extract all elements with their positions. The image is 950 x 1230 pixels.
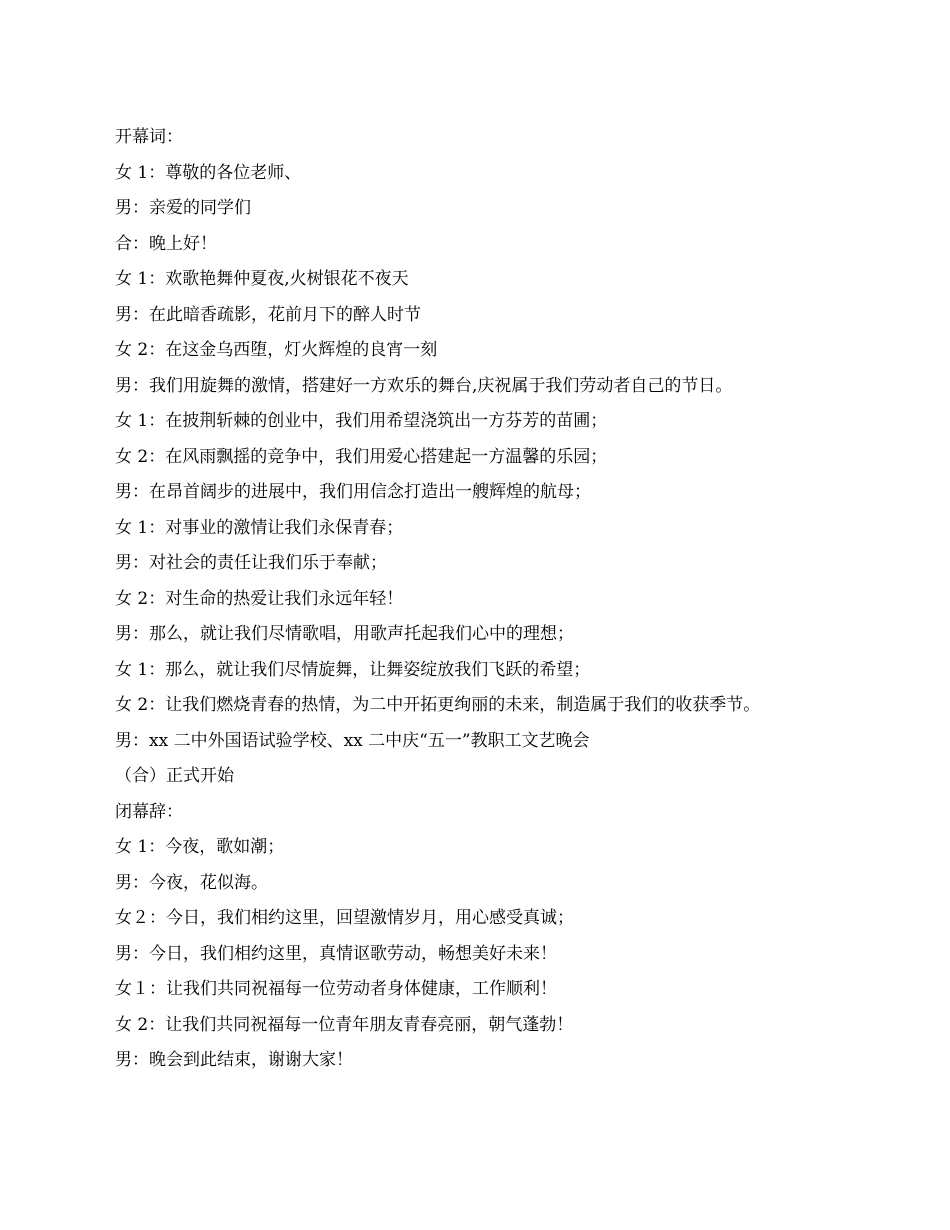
script-line: 男：亲爱的同学们 (115, 198, 251, 218)
script-line: 男：那么，就让我们尽情歌唱，用歌声托起我们心中的理想； (115, 624, 574, 644)
script-line: 女２：今日，我们相约这里，回望激情岁月，用心感受真诚； (115, 908, 574, 928)
script-line: 女 2：在这金乌西堕，灯火辉煌的良宵一刻 (115, 340, 438, 360)
script-line: 女 2：对生命的热爱让我们永远年轻！ (115, 588, 404, 609)
script-line: 女 1：对事业的激情让我们永保青春； (115, 517, 404, 538)
document-body (115, 120, 915, 1079)
script-line: 女 1：欢歌艳舞仲夏夜,火树银花不夜天 (115, 269, 409, 289)
script-line: 女 2：在风雨飘摇的竞争中，我们用爱心搭建起一方温馨的乐园； (115, 446, 608, 467)
script-line: 女 2：让我们共同祝福每一位青年朋友青春亮丽，朝气蓬勃！ (115, 1014, 574, 1035)
script-line: 合：晚上好！ (115, 233, 217, 254)
script-line: 男：今日，我们相约这里，真情讴歌劳动，畅想美好未来！ (115, 943, 557, 964)
opening-heading: 开幕词： (115, 127, 183, 147)
script-line: （合）正式开始 (115, 766, 234, 786)
script-line: 女 1：在披荆斩棘的创业中，我们用希望浇筑出一方芬芳的苗圃； (115, 411, 608, 431)
script-line: 男：对社会的责任让我们乐于奉献； (115, 553, 387, 573)
script-line: 女 1：那么，就让我们尽情旋舞，让舞姿绽放我们飞跃的希望； (115, 659, 591, 680)
script-line: 女１：让我们共同祝福每一位劳动者身体健康，工作顺利！ (115, 979, 557, 999)
script-line: 女 1：今夜，歌如潮； (115, 837, 285, 857)
script-line: 男：我们用旋舞的激情，搭建好一方欢乐的舞台,庆祝属于我们劳动者自己的节日。 (115, 375, 733, 396)
script-line: 男：今夜，花似海。 (115, 872, 268, 893)
script-line: 男：在昂首阔步的进展中，我们用信念打造出一艘辉煌的航母； (115, 482, 591, 502)
script-line: 女 1：尊敬的各位老师、 (115, 162, 302, 183)
script-line: 男：在此暗香疏影，花前月下的醉人时节 (115, 304, 421, 325)
script-line: 男：晚会到此结束，谢谢大家！ (115, 1050, 353, 1070)
script-line: 女 2：让我们燃烧青春的热情，为二中开拓更绚丽的未来，制造属于我们的收获季节。 (115, 695, 761, 715)
closing-heading: 闭幕辞： (115, 801, 183, 822)
script-line: 男：xx 二中外国语试验学校、xx 二中庆“五一”教职工文艺晚会 (115, 730, 590, 751)
